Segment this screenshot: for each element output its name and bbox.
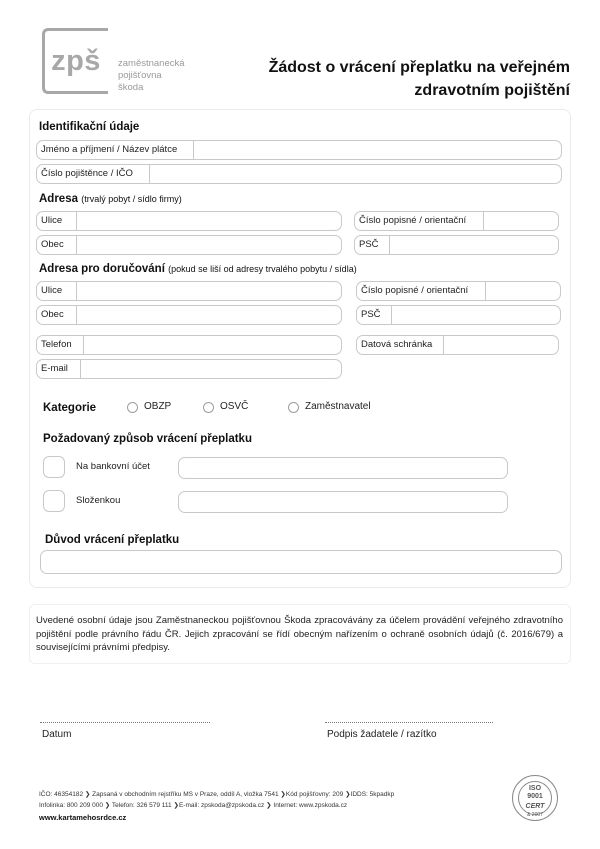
category-obzp-radio[interactable]: [127, 402, 138, 413]
postal-order-field[interactable]: [178, 491, 508, 513]
name-label: Jméno a příjmení / Název plátce: [41, 144, 178, 155]
insurance-number-field[interactable]: [36, 164, 562, 184]
bank-account-field[interactable]: [178, 457, 508, 479]
logo-name: zaměstnanecká pojišťovna škoda: [118, 58, 185, 93]
delivery-street-field[interactable]: [36, 281, 342, 301]
delivery-city-label: Obec: [41, 309, 64, 320]
signature-label: Podpis žadatele / razítko: [327, 729, 437, 740]
reason-heading: Důvod vrácení přeplatku: [45, 534, 180, 546]
category-heading: Kategorie: [43, 402, 97, 414]
iso-number: 9001: [527, 793, 543, 800]
logo-frame-top-right: [92, 28, 108, 31]
date-label: Datum: [42, 729, 72, 740]
address-heading: Adresa (trvalý pobyt / sídlo firmy): [39, 193, 182, 205]
refund-bank-checkbox[interactable]: [43, 456, 65, 478]
phone-label: Telefon: [41, 339, 72, 350]
separator-chevron-icon: ❯: [266, 802, 274, 809]
identification-heading: Identifikační údaje: [39, 121, 140, 133]
address-city-label: Obec: [41, 239, 64, 250]
delivery-city-field[interactable]: [36, 305, 342, 325]
category-employer-radio[interactable]: [288, 402, 299, 413]
address-city-field[interactable]: [36, 235, 342, 255]
logo-letters: zpš: [51, 45, 101, 77]
address-house-number-label: Číslo popisné / orientační: [359, 215, 467, 226]
iso-brand: CERT: [525, 803, 545, 810]
delivery-zip-field[interactable]: [356, 305, 561, 325]
privacy-notice: Uvedené osobní údaje jsou Zaměstnaneckou pojišťovnou Škoda zpracovávány za účelem provádění veřejného zdravotního pojištění podle právního řádu ČR. Jejich zpracování se řídí obecným nařízením o ochraně osobních údajů (č. 2016/679) a souvisejícími právními předpisy.: [36, 615, 563, 653]
page-title: Žádost o vrácení přeplatku na veřejném zdravotním pojištění: [268, 59, 570, 99]
category-osvc-radio[interactable]: [203, 402, 214, 413]
refund-postal-label: Složenkou: [76, 495, 121, 506]
separator-chevron-icon: ❯: [280, 791, 286, 798]
category-osvc-label: OSVČ: [220, 401, 249, 412]
delivery-house-number-field[interactable]: [356, 281, 561, 301]
footer-website: www.kartamehosrdce.cz: [39, 813, 127, 822]
category-obzp-label: OBZP: [144, 401, 172, 412]
name-field[interactable]: [36, 140, 562, 160]
email-field[interactable]: [36, 359, 342, 379]
address-zip-field[interactable]: [354, 235, 559, 255]
iso-label: ISO: [528, 785, 542, 792]
address-zip-label: PSČ: [359, 239, 379, 250]
iso-small: & 2007: [527, 812, 543, 818]
address-street-label: Ulice: [41, 215, 63, 226]
address-house-number-field[interactable]: [354, 211, 559, 231]
separator-chevron-icon: ❯: [104, 802, 112, 809]
phone-field[interactable]: [36, 335, 342, 355]
refund-bank-label: Na bankovní účet: [76, 461, 150, 472]
category-employer-label: Zaměstnavatel: [305, 401, 371, 412]
address-street-field[interactable]: [36, 211, 342, 231]
delivery-zip-label: PSČ: [361, 309, 381, 320]
delivery-street-label: Ulice: [41, 285, 63, 296]
refund-postal-checkbox[interactable]: [43, 490, 65, 512]
separator-chevron-icon: ❯: [84, 791, 93, 798]
signature-line[interactable]: [325, 722, 493, 723]
date-line[interactable]: [40, 722, 210, 723]
footer-line-2: Infolinka: 800 209 000 ❯ Telefon: 326 579 111 ❯E-mail: zpskoda@zpskoda.cz ❯ Internet: www.zpskoda.cz: [39, 802, 348, 809]
data-box-label: Datová schránka: [361, 339, 433, 350]
email-label: E-mail: [41, 363, 68, 374]
delivery-house-number-label: Číslo popisné / orientační: [361, 285, 469, 296]
reason-field[interactable]: [40, 550, 562, 574]
separator-chevron-icon: ❯: [173, 802, 179, 809]
delivery-address-heading: Adresa pro doručování (pokud se liší od adresy trvalého pobytu / sídla): [39, 263, 357, 275]
separator-chevron-icon: ❯: [345, 791, 351, 798]
refund-method-heading: Požadovaný způsob vrácení přeplatku: [43, 433, 252, 445]
footer-line-1: IČO: 46354182 ❯ Zapsaná v obchodním rejstříku MS v Praze, oddíl A, vložka 7541 ❯Kód pojišťovny: 209 ❯IDDS: 5kpadkp: [39, 791, 395, 798]
data-box-field[interactable]: [356, 335, 559, 355]
insurance-number-label: Číslo pojištěnce / IČO: [41, 168, 133, 179]
